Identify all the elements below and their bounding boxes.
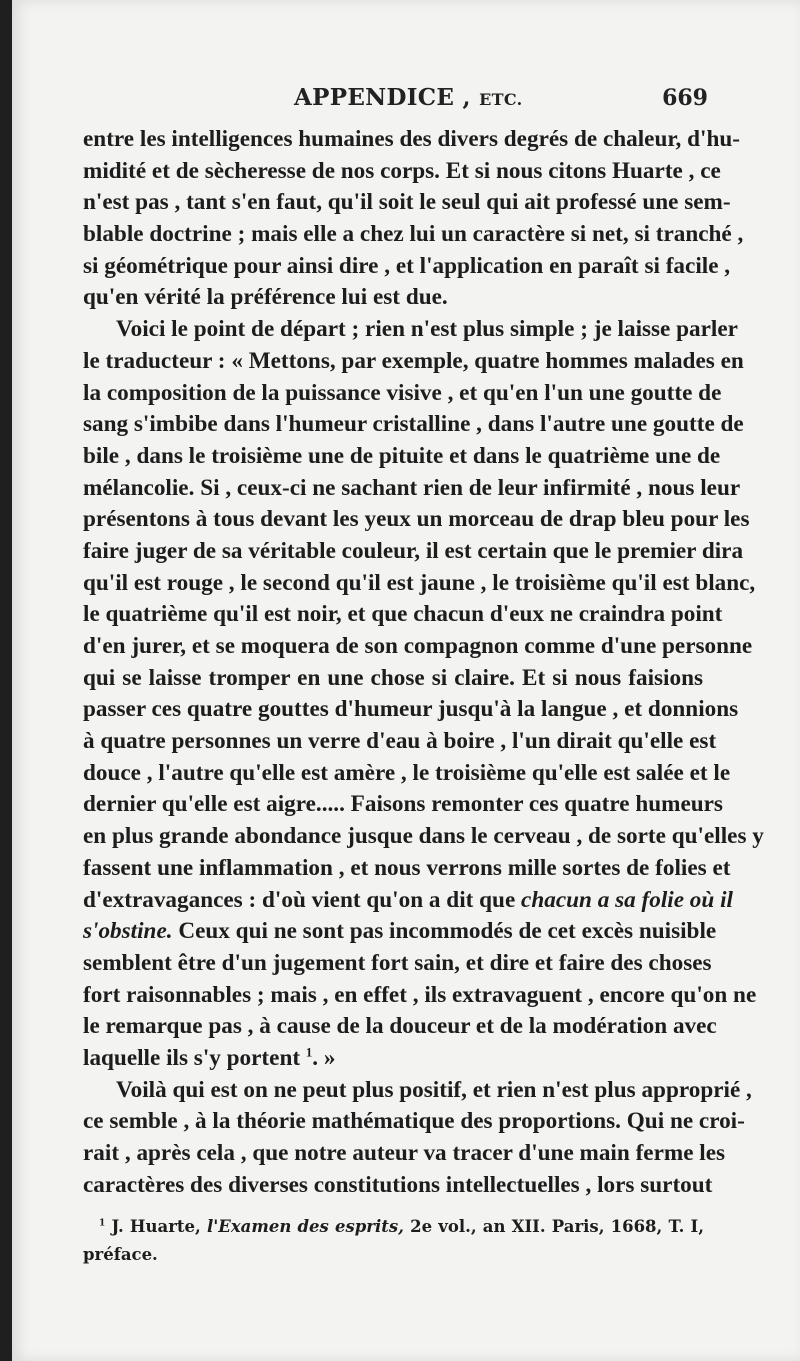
italic-quote: chacun a sa folie où il (521, 886, 733, 913)
page-number: 669 (662, 85, 708, 111)
text-line: entre les intelligences humaines des divers degrés de chaleur, d'hu- (83, 126, 740, 152)
footnote-text: 2e vol., an XII. Paris, 1668, T. I, (403, 1217, 704, 1236)
body-text (83, 124, 764, 1201)
text-line: sang s'imbibe dans l'humeur cristalline , dans l'autre une goutte de (83, 411, 744, 438)
footnote-title: l'Examen des esprits, (206, 1217, 404, 1236)
text-line: la composition de la puissance visive , et qu'en l'un une goutte de (83, 379, 722, 406)
text-line: Voici le point de départ ; rien n'est plus simple ; je laisse parler (116, 316, 738, 343)
text-line: fort raisonnables ; mais , en effet , ils extravaguent , encore qu'on ne (83, 981, 757, 1008)
text-line: passer ces quatre gouttes d'humeur jusqu'à la langue , et donnions (83, 696, 739, 723)
text-line (83, 885, 733, 917)
text-line: caractères des diverses constitutions intellectuelles , lors surtout (83, 1171, 713, 1198)
text-line: en plus grande abondance jusque dans le cerveau , de sorte qu'elles y (83, 823, 764, 850)
text-line: n'est pas , tant s'en faut, qu'il soit le seul qui ait professé une sem- (83, 189, 731, 216)
text-run: d'extravagances : d'où vient qu'on a dit que (83, 886, 522, 913)
text-line (83, 916, 717, 948)
footnote-text: J. Huarte, (105, 1217, 207, 1236)
text-line: douce , l'autre qu'elle est amère , le troisième qu'elle est salée et le (83, 759, 731, 786)
text-run: Ceux qui ne sont pas incommodés de cet excès nuisible (172, 918, 717, 945)
book-page (12, 0, 800, 1361)
text-line: dernier qu'elle est aigre..... Faisons remonter ces quatre humeurs (83, 791, 723, 818)
running-header (12, 84, 800, 116)
running-title-main: APPENDICE , (294, 84, 471, 111)
text-line: faire juger de sa véritable couleur, il est certain que le premier dira (83, 537, 744, 564)
text-run: . » (312, 1044, 336, 1071)
text-line: ce semble , à la théorie mathématique des proportions. Qui ne croi- (83, 1108, 745, 1135)
footnote-line (99, 1213, 704, 1241)
text-line (83, 1043, 703, 1075)
text-line: mélancolie. Si , ceux-ci ne sachant rien de leur infirmité , nous leur (83, 474, 741, 501)
running-title (294, 84, 523, 111)
text-line: fassent une inflammation , et nous verrons mille sortes de folies et (83, 854, 731, 881)
text-line: présentons à tous devant les yeux un morceau de drap bleu pour les (83, 506, 750, 533)
text-line: blable doctrine ; mais elle a chez lui un caractère si net, si tranché , (83, 221, 744, 248)
text-line: qu'en vérité la préférence lui est due. (83, 284, 448, 311)
footnote (83, 1213, 704, 1269)
text-line: qui se laisse tromper en une chose si claire. Et si nous faisions (83, 664, 703, 691)
text-run: laquelle ils s'y portent (83, 1044, 306, 1071)
text-line: si géométrique pour ainsi dire , et l'application en paraît si facile , (83, 252, 731, 279)
italic-quote: s'obstine. (83, 918, 173, 945)
text-line: bile , dans le troisième une de pituite et dans le quatrième une de (83, 442, 721, 469)
text-line: Voilà qui est on ne peut plus positif, et rien n'est plus approprié , (116, 1076, 752, 1103)
text-line: d'en jurer, et se moquera de son compagnon comme d'une personne (83, 633, 753, 659)
text-line: semblent être d'un jugement fort sain, et dire et faire des choses (83, 949, 712, 976)
text-line: à quatre personnes un verre d'eau à boire , l'un dirait qu'elle est (83, 728, 717, 755)
footnote-marker: 1 (99, 1217, 106, 1229)
text-line: le remarque pas , à cause de la douceur et de la modération avec (83, 1013, 717, 1040)
running-title-etc: ETC. (479, 90, 523, 109)
footnote-line: préface. (83, 1245, 158, 1264)
text-line: le traducteur : « Mettons, par exemple, quatre hommes malades en (83, 347, 744, 374)
footnote-ref: 1 (305, 1045, 313, 1060)
text-line: le quatrième qu'il est noir, et que chacun d'eux ne craindra point (83, 601, 723, 628)
text-line: qu'il est rouge , le second qu'il est jaune , le troisième qu'il est blanc, (83, 569, 756, 596)
text-line: midité et de sècheresse de nos corps. Et si nous citons Huarte , ce (83, 157, 721, 184)
text-line: rait , après cela , que notre auteur va tracer d'une main ferme les (83, 1140, 726, 1166)
